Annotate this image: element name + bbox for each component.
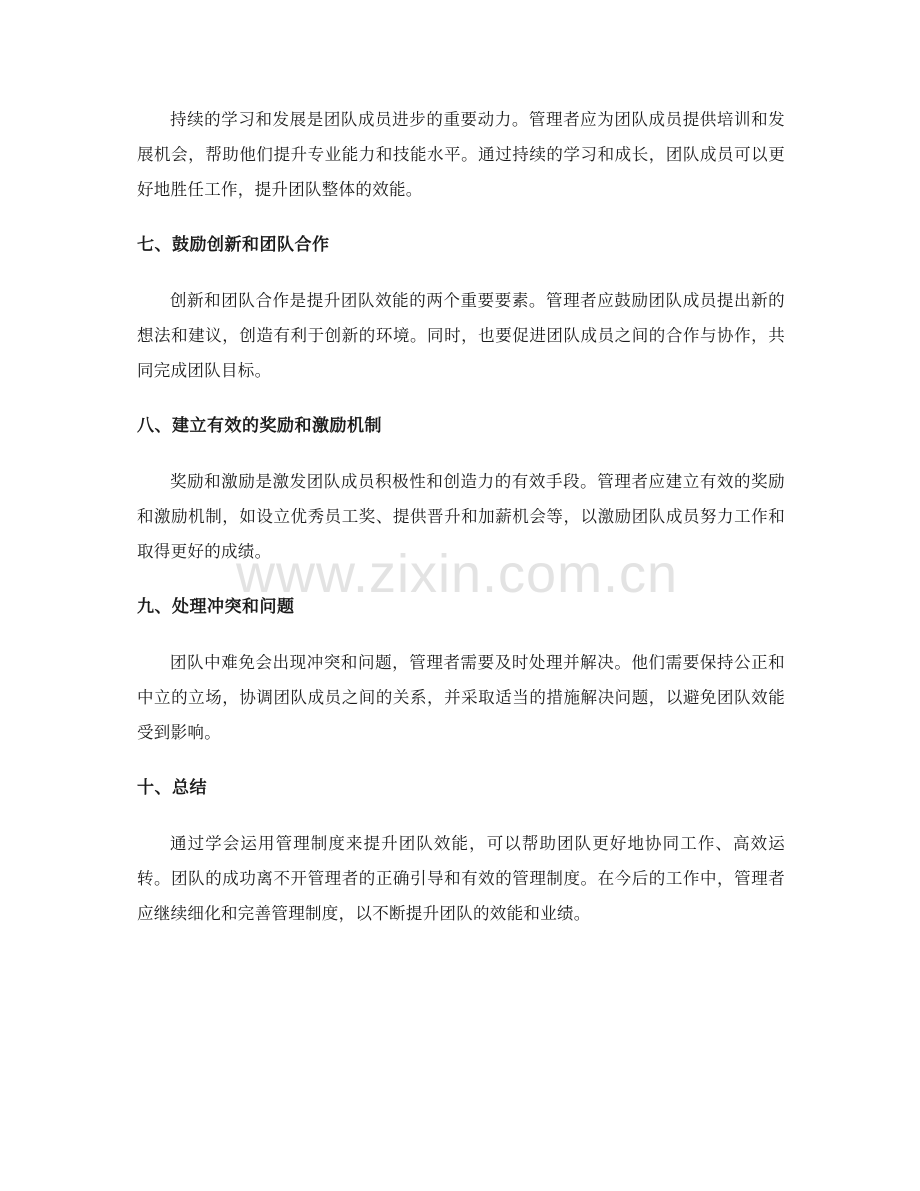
- watermark: www.zixin.com.cn: [236, 544, 679, 604]
- paragraph-innovation: 创新和团队合作是提升团队效能的两个重要要素。管理者应鼓励团队成员提出新的想法和建议，创造有利于创新的环境。同时，也要促进团队成员之间的合作与协作，共同完成团队目标。: [137, 291, 785, 380]
- document-page: [137, 102, 785, 931]
- paragraph-summary: 通过学会运用管理制度来提升团队效能，可以帮助团队更好地协同工作、高效运转。团队的成功离不开管理者的正确引导和有效的管理制度。在今后的工作中，管理者应继续细化和完善管理制度，以不断提升团队的效能和业绩。: [137, 834, 785, 923]
- paragraph-conflict: 团队中难免会出现冲突和问题，管理者需要及时处理并解决。他们需要保持公正和中立的立场，协调团队成员之间的关系，并采取适当的措施解决问题，以避免团队效能受到影响。: [137, 653, 785, 742]
- heading-summary: 十、总结: [137, 778, 207, 798]
- paragraph-rewards: 奖励和激励是激发团队成员积极性和创造力的有效手段。管理者应建立有效的奖励和激励机制，如设立优秀员工奖、提供晋升和加薪机会等，以激励团队成员努力工作和取得更好的成绩。: [137, 472, 785, 561]
- paragraph-learning: 持续的学习和发展是团队成员进步的重要动力。管理者应为团队成员提供培训和发展机会，帮助他们提升专业能力和技能水平。通过持续的学习和成长，团队成员可以更好地胜任工作，提升团队整体的效能。: [137, 110, 785, 199]
- heading-innovation: 七、鼓励创新和团队合作: [137, 235, 330, 255]
- heading-conflict: 九、处理冲突和问题: [137, 597, 295, 617]
- heading-rewards: 八、建立有效的奖励和激励机制: [137, 416, 382, 436]
